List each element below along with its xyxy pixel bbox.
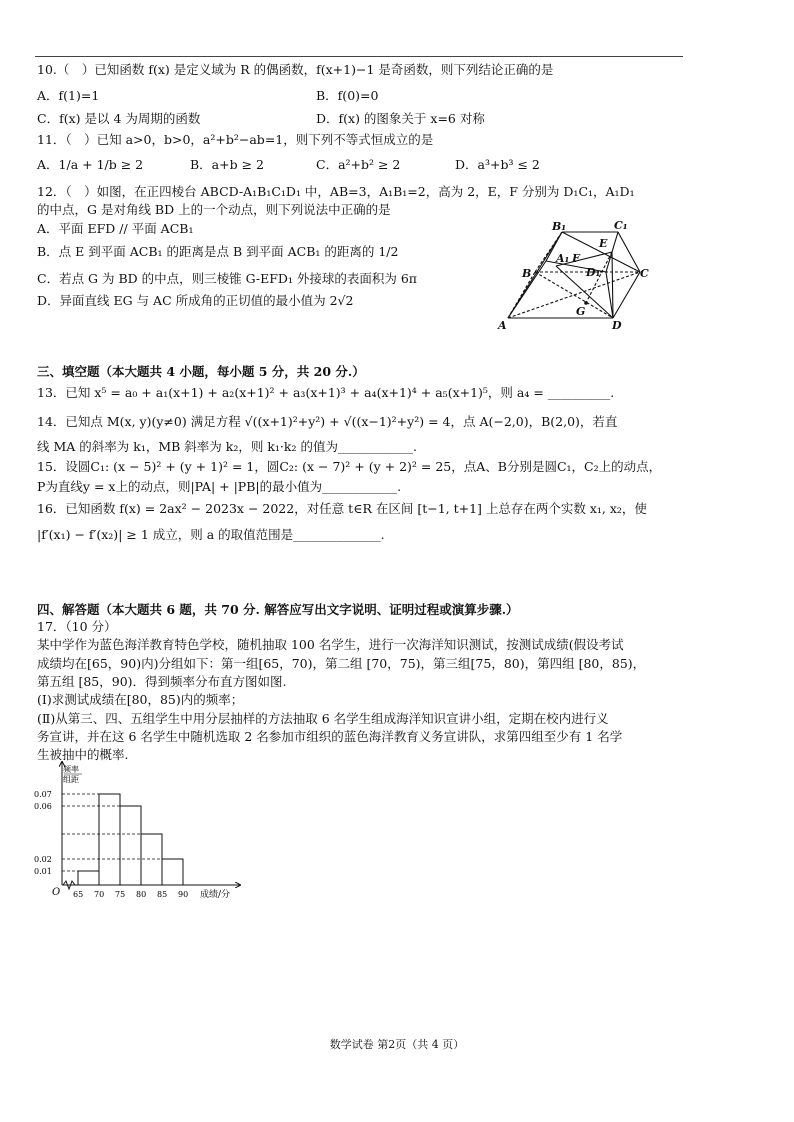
q17-para-7: 生被抽中的概率. [37, 747, 129, 762]
q17-para-2: 成绩均在[65，90)内)分组如下：第一组[65，70)，第二组 [70，75)，第三组[75，80)，第四组 [80，85)， [37, 656, 646, 671]
x-tick-label: 90 [178, 890, 189, 899]
q12-option-c: C．若点 G 为 BD 的中点，则三棱锥 G-EFD₁ 外接球的表面积为 6π [37, 271, 418, 286]
histogram-bar [141, 834, 162, 885]
label-d1: D₁ [586, 266, 601, 279]
x-tick-label: 80 [136, 890, 147, 899]
q12-option-b: B．点 E 到平面 ACB₁ 的距离是点 B 到平面 ACB₁ 的距离的 1/2 [37, 244, 399, 259]
label-d: D [612, 319, 622, 332]
q17-para-5: (Ⅱ)从第三、四、五组学生中用分层抽样的方法抽取 6 名学生组成海洋知识宣讲小组，定期在校内进行义 [37, 711, 609, 726]
q17-para-6: 务宣讲，并在这 6 名学生中随机选取 2 名参加市组织的蓝色海洋教育义务宣讲队，求第四组至少有 1 名学 [37, 729, 623, 744]
q10-option-a: A．f(1)=1 [37, 88, 100, 103]
x-tick-label: 85 [157, 890, 168, 899]
q10-option-c: C．f(x) 是以 4 为周期的函数 [37, 111, 201, 126]
q12-option-a: A．平面 EFD // 平面 ACB₁ [37, 221, 194, 236]
x-axis-label: 成绩/分 [200, 890, 231, 900]
q17-para-4: (Ⅰ)求测试成绩在[80，85)内的频率； [37, 692, 244, 707]
header-rule [35, 56, 683, 57]
x-tick-label: 75 [115, 890, 126, 899]
q12-option-d: D．异面直线 EG 与 AC 所成角的正切值的最小值为 2√2 [37, 293, 354, 308]
q10-stem: 10.（ ）已知函数 f(x) 是定义域为 R 的偶函数，f(x+1)−1 是奇函数，则下列结论正确的是 [37, 62, 554, 77]
q12-stem-line1: 12．（ ）如图，在正四棱台 ABCD-A₁B₁C₁D₁ 中，AB=3，A₁B₁=2，高为 2，E，F 分别为 D₁C₁，A₁D₁ [37, 184, 635, 199]
label-f: F [572, 252, 580, 265]
y-tick-label: 0.01 [34, 867, 52, 876]
label-c1: C₁ [614, 219, 628, 232]
label-c: C [640, 267, 649, 280]
q14-line2: 线 MA 的斜率为 k₁，MB 斜率为 k₂，则 k₁·k₂ 的值为____________. [37, 439, 417, 454]
label-a1: A₁ [556, 252, 570, 265]
q16-line2: |f′(x₁) − f′(x₂)| ≥ 1 成立，则 a 的取值范围是______________. [37, 527, 385, 542]
y-tick-label: 0.06 [34, 802, 52, 811]
section4-title: 四、解答题（本大题共 6 题，共 70 分. 解答应写出文字说明、证明过程或演算步骤.） [37, 602, 519, 617]
label-a: A [498, 319, 507, 332]
q15-line2: P为直线y = x上的动点，则|PA| + |PB|的最小值为____________. [37, 479, 402, 494]
q14-line1: 14．已知点 M(x, y)(y≠0) 满足方程 √((x+1)²+y²) + √((x−1)²+y²) = 4，点 A(−2,0)，B(2,0)，若直 [37, 414, 618, 429]
q11-option-c: C．a²+b² ≥ 2 [316, 157, 401, 172]
y-tick-label: 0.07 [34, 790, 52, 799]
q17-para-3: 第五组 [85，90)．得到频率分布直方图如图. [37, 674, 287, 689]
q17-para-1: 某中学作为蓝色海洋教育特色学校，随机抽取 100 名学生，进行一次海洋知识测试，按测试成绩(假设考试 [37, 637, 624, 652]
label-g: G [576, 305, 586, 318]
q17-head: 17．（10 分） [37, 619, 117, 634]
histogram-bar [120, 806, 141, 885]
histogram-bar [99, 794, 120, 885]
origin-label: O [52, 887, 61, 898]
y-tick-label: 0.02 [34, 855, 52, 864]
q16-line1: 16．已知函数 f(x) = 2ax² − 2023x − 2022，对任意 t∈R 在区间 [t−1, t+1] 上总存在两个实数 x₁, x₂，使 [37, 501, 647, 516]
y-axis-label-line1: 频率 [63, 765, 79, 774]
q11-stem: 11．（ ）已知 a>0，b>0，a²+b²−ab=1，则下列不等式恒成立的是 [37, 132, 434, 147]
q10-option-d: D．f(x) 的图象关于 x=6 对称 [316, 111, 485, 126]
frequency-histogram [30, 758, 245, 903]
histogram-bar [78, 871, 99, 885]
q11-option-d: D．a³+b³ ≤ 2 [455, 157, 540, 172]
q11-option-b: B．a+b ≥ 2 [190, 157, 264, 172]
label-b1: B₁ [552, 220, 567, 233]
histogram-bar [162, 859, 183, 885]
q15-line1: 15．设圆C₁: (x − 5)² + (y + 1)² = 1，圆C₂: (x − 7)² + (y + 2)² = 25，点A、B分别是圆C₁，C₂上的动点， [37, 459, 662, 474]
section3-title: 三、填空题（本大题共 4 小题，每小题 5 分，共 20 分.） [37, 364, 365, 379]
q13: 13．已知 x⁵ = a₀ + a₁(x+1) + a₂(x+1)² + a₃(x+1)³ + a₄(x+1)⁴ + a₅(x+1)⁵，则 a₄ = __________. [37, 385, 615, 400]
q11-option-a: A．1/a + 1/b ≥ 2 [37, 157, 144, 172]
q12-stem-line2: 的中点，G 是对角线 BD 上的一个动点，则下列说法中正确的是 [37, 202, 391, 217]
label-e: E [599, 237, 608, 250]
page-footer: 数学试卷 第2页（共 4 页） [329, 1038, 465, 1051]
q10-option-b: B．f(0)=0 [316, 88, 379, 103]
y-axis-label-line2: 组距 [63, 775, 79, 784]
label-b: B [522, 267, 532, 280]
x-tick-label: 70 [94, 890, 105, 899]
frustum-figure [490, 215, 670, 335]
x-tick-label: 65 [73, 890, 84, 899]
